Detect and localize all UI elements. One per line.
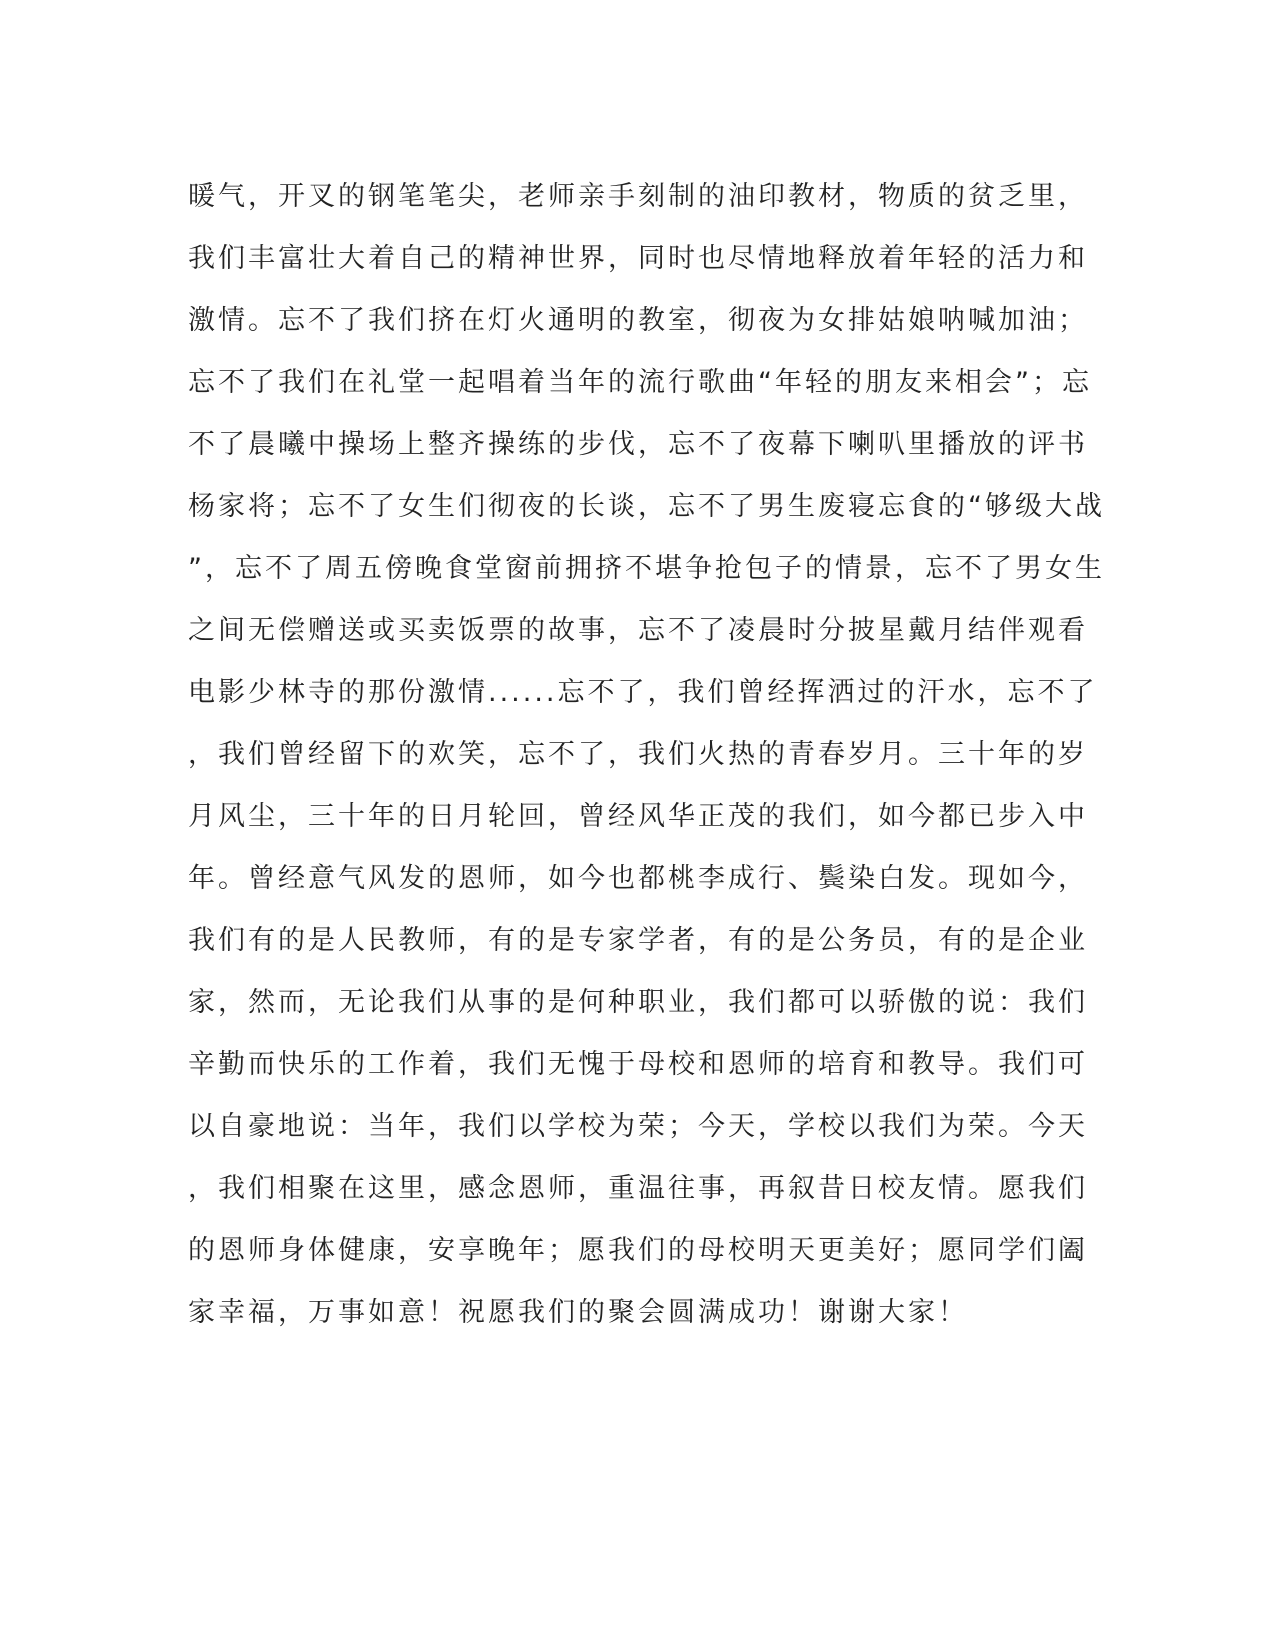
text-line: 月风尘，三十年的日月轮回，曾经风华正茂的我们，如今都已步入中	[188, 801, 1088, 832]
text-line: ”，忘不了周五傍晚食堂窗前拥挤不堪争抢包子的情景，忘不了男女生	[188, 553, 1105, 584]
text-line: 电影少林寺的那份激情......忘不了，我们曾经挥洒过的汗水，忘不了	[188, 677, 1098, 708]
text-line: 激情。忘不了我们挤在灯火通明的教室，彻夜为女排姑娘呐喊加油；	[188, 305, 1088, 336]
text-line: 之间无偿赠送或买卖饭票的故事，忘不了凌晨时分披星戴月结伴观看	[188, 615, 1088, 646]
text-line: 杨家将；忘不了女生们彻夜的长谈，忘不了男生废寝忘食的“够级大战	[188, 491, 1105, 522]
text-line: 的恩师身体健康，安享晚年；愿我们的母校明天更美好；愿同学们阖	[188, 1235, 1088, 1266]
text-line: 家幸福，万事如意！祝愿我们的聚会圆满成功！谢谢大家！	[188, 1297, 968, 1328]
text-line: ，我们曾经留下的欢笑，忘不了，我们火热的青春岁月。三十年的岁	[188, 739, 1088, 770]
text-line: 暖气，开叉的钢笔笔尖，老师亲手刻制的油印教材，物质的贫乏里，	[188, 181, 1088, 212]
text-line: 以自豪地说：当年，我们以学校为荣；今天，学校以我们为荣。今天	[188, 1111, 1088, 1142]
text-line: ，我们相聚在这里，感念恩师，重温往事，再叙昔日校友情。愿我们	[188, 1173, 1088, 1204]
text-line: 我们丰富壮大着自己的精神世界，同时也尽情地释放着年轻的活力和	[188, 243, 1088, 274]
text-line: 忘不了我们在礼堂一起唱着当年的流行歌曲“年轻的朋友来相会”；忘	[188, 367, 1092, 398]
text-line: 家，然而，无论我们从事的是何种职业，我们都可以骄傲的说：我们	[188, 987, 1088, 1018]
text-line: 不了晨曦中操场上整齐操练的步伐，忘不了夜幕下喇叭里播放的评书	[188, 429, 1088, 460]
text-line: 辛勤而快乐的工作着，我们无愧于母校和恩师的培育和教导。我们可	[188, 1049, 1088, 1080]
text-line: 我们有的是人民教师，有的是专家学者，有的是公务员，有的是企业	[188, 925, 1088, 956]
text-line: 年。曾经意气风发的恩师，如今也都桃李成行、鬓染白发。现如今，	[188, 863, 1088, 894]
body-text	[188, 166, 1105, 1344]
